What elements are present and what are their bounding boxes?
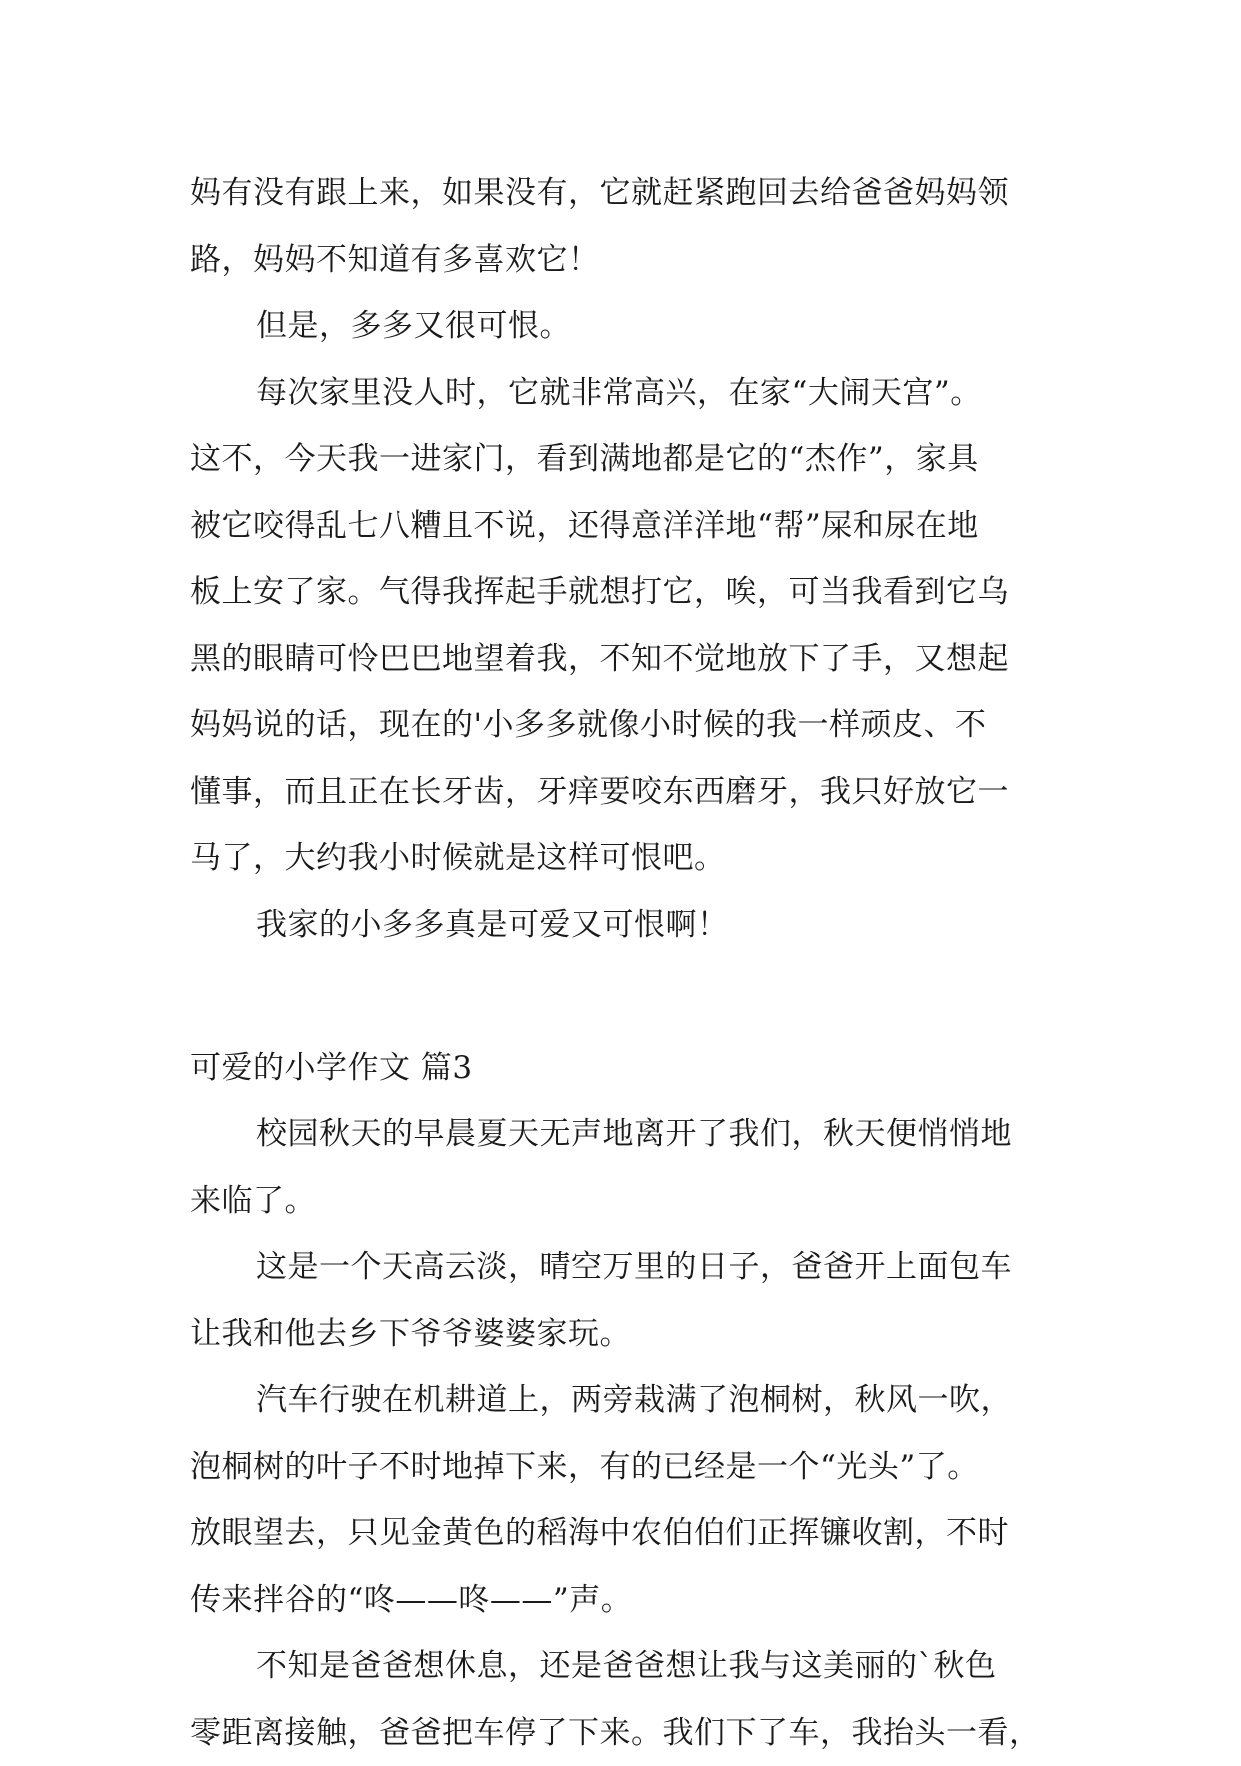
text-line: 来临了。 bbox=[190, 1168, 1060, 1235]
text-line: 妈有没有跟上来，如果没有，它就赶紧跑回去给爸爸妈妈领 bbox=[190, 160, 1060, 227]
text-line: 但是，多多又很可恨。 bbox=[190, 293, 1060, 360]
document-body bbox=[190, 160, 1060, 1766]
paragraph-day bbox=[190, 1234, 1060, 1367]
text-line: 泡桐树的叶子不时地掉下来，有的已经是一个“光头”了。 bbox=[190, 1434, 1060, 1501]
paragraph-but bbox=[190, 293, 1060, 360]
paragraph-campus bbox=[190, 1101, 1060, 1234]
text-line: 懂事，而且正在长牙齿，牙痒要咬东西磨牙，我只好放它一 bbox=[190, 759, 1060, 826]
section-heading: 可爱的小学作文 篇3 bbox=[190, 1035, 1060, 1102]
text-line: 马了，大约我小时候就是这样可恨吧。 bbox=[190, 825, 1060, 892]
text-line: 传来拌谷的“咚——咚——”声。 bbox=[190, 1567, 1060, 1634]
paragraph-conclusion bbox=[190, 892, 1060, 959]
paragraph-car bbox=[190, 1367, 1060, 1633]
section-spacer bbox=[190, 958, 1060, 1025]
paragraph-continued bbox=[190, 160, 1060, 293]
text-line: 校园秋天的早晨夏天无声地离开了我们，秋天便悄悄地 bbox=[190, 1101, 1060, 1168]
text-line: 让我和他去乡下爷爷婆婆家玩。 bbox=[190, 1301, 1060, 1368]
text-line: 这不，今天我一进家门，看到满地都是它的“杰作”，家具 bbox=[190, 426, 1060, 493]
text-line: 被它咬得乱七八糟且不说，还得意洋洋地“帮”屎和尿在地 bbox=[190, 493, 1060, 560]
text-line: 零距离接触，爸爸把车停了下来。我们下了车，我抬头一看， bbox=[190, 1700, 1060, 1766]
text-line: 妈妈说的话，现在的'小多多就像小时候的我一样顽皮、不 bbox=[190, 692, 1060, 759]
text-line: 放眼望去，只见金黄色的稻海中农伯伯们正挥镰收割，不时 bbox=[190, 1500, 1060, 1567]
text-line: 这是一个天高云淡，晴空万里的日子，爸爸开上面包车 bbox=[190, 1234, 1060, 1301]
text-line: 不知是爸爸想休息，还是爸爸想让我与这美丽的`秋色 bbox=[190, 1633, 1060, 1700]
text-line: 每次家里没人时，它就非常高兴，在家“大闹天宫”。 bbox=[190, 360, 1060, 427]
text-line: 板上安了家。气得我挥起手就想打它，唉，可当我看到它乌 bbox=[190, 559, 1060, 626]
paragraph-stop bbox=[190, 1633, 1060, 1766]
text-line: 我家的小多多真是可爱又可恨啊！ bbox=[190, 892, 1060, 959]
text-line: 路，妈妈不知道有多喜欢它！ bbox=[190, 227, 1060, 294]
text-line: 黑的眼睛可怜巴巴地望着我，不知不觉地放下了手，又想起 bbox=[190, 626, 1060, 693]
text-line: 汽车行驶在机耕道上，两旁栽满了泡桐树，秋风一吹， bbox=[190, 1367, 1060, 1434]
paragraph-every-time bbox=[190, 360, 1060, 892]
